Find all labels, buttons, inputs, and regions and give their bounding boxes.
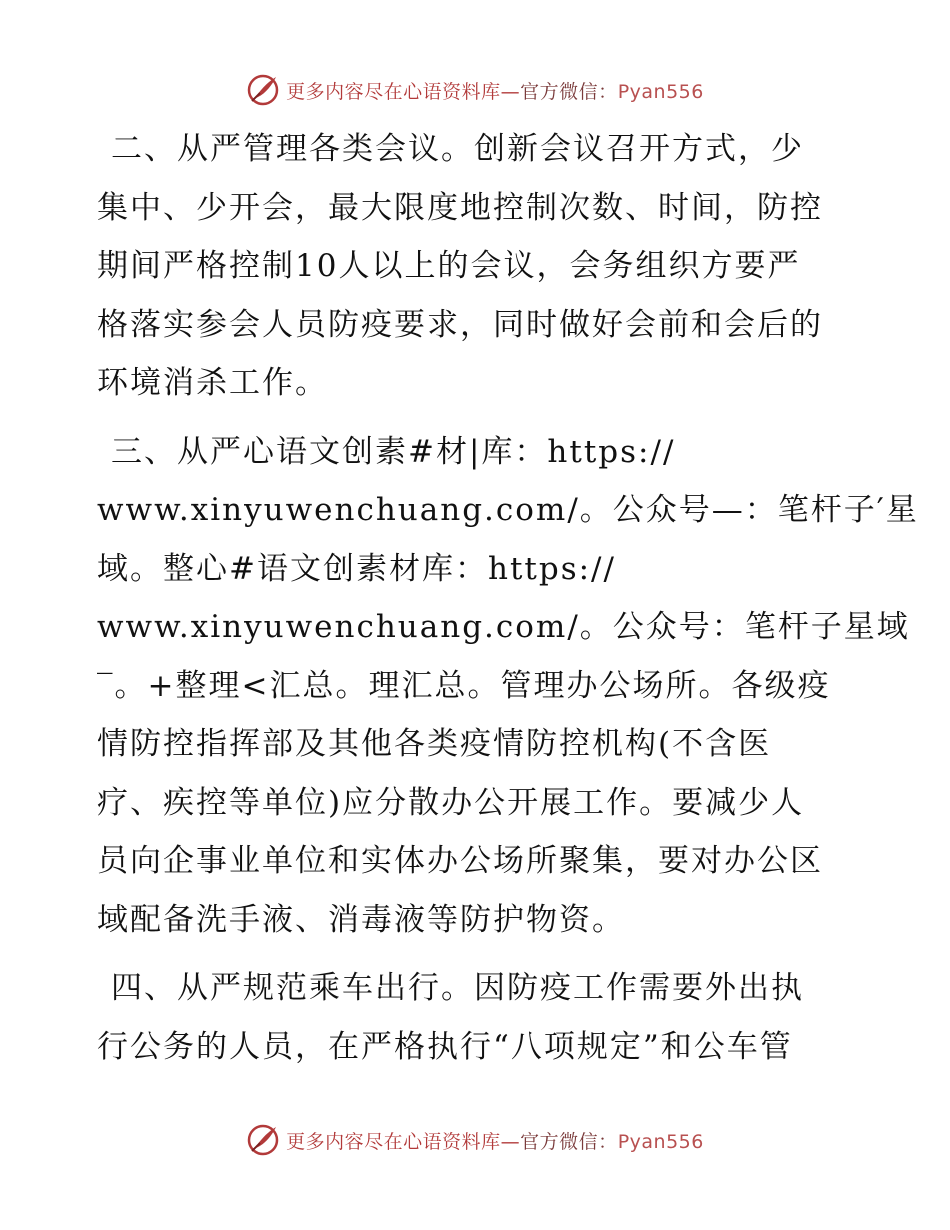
text-line: 集中、少开会，最大限度地控制次数、时间，防控 bbox=[97, 189, 823, 226]
paragraph-3 bbox=[97, 423, 919, 950]
document-body bbox=[97, 120, 919, 1086]
header-wechat-label: 官方微信： bbox=[520, 80, 618, 103]
header-banner-title: 更多内容尽在心语资料库 bbox=[286, 80, 501, 103]
text-line: 格落实参会人员防疫要求，同时做好会前和会后的 bbox=[97, 306, 823, 343]
text-line: 域配备洗手液、消毒液等防护物资。 bbox=[97, 901, 625, 938]
paragraph-4 bbox=[97, 959, 857, 1076]
header-banner-separator: — bbox=[500, 80, 521, 103]
header-banner bbox=[0, 72, 950, 108]
footer-banner bbox=[0, 1122, 950, 1158]
footer-banner-separator: — bbox=[500, 1130, 521, 1153]
text-line: 情防控指挥部及其他各类疫情防控机构(不含医 bbox=[97, 726, 772, 762]
footer-wechat-id: Pyan556 bbox=[617, 1130, 704, 1153]
text-line: 四、从严规范乘车出行。因防疫工作需要外出执 bbox=[111, 970, 804, 1006]
header-banner-text bbox=[286, 77, 704, 104]
paragraph-2 bbox=[97, 120, 857, 413]
text-line: 三、从严心语文创素#材|库：https:// bbox=[111, 433, 676, 470]
text-line: www.xinyuwenchuang.com/。公众号：笔杆子星域 bbox=[97, 609, 910, 645]
text-line: 二、从严管理各类会议。创新会议召开方式，少 bbox=[111, 131, 804, 167]
text-line: www.xinyuwenchuang.com/。公众号—：笔杆子′星 bbox=[97, 492, 919, 528]
text-line: 期间严格控制10人以上的会议，会务组织方要严 bbox=[97, 248, 801, 284]
feather-quill-icon bbox=[246, 1123, 280, 1157]
text-line: 环境消杀工作。 bbox=[97, 365, 328, 401]
footer-wechat-label: 官方微信： bbox=[520, 1130, 618, 1153]
text-line: 疗、疾控等单位)应分散办公开展工作。要减少人 bbox=[97, 784, 805, 821]
text-line: ‾。+整理<汇总。理汇总。管理办公场所。各级疫 bbox=[97, 667, 831, 704]
text-line: 域。整心#语文创素材库：https:// bbox=[97, 550, 616, 587]
footer-banner-title: 更多内容尽在心语资料库 bbox=[286, 1130, 501, 1153]
footer-banner-text bbox=[286, 1127, 704, 1154]
text-line: 行公务的人员，在严格执行“八项规定”和公车管 bbox=[97, 1028, 793, 1065]
text-line: 员向企事业单位和实体办公场所聚集，要对办公区 bbox=[97, 843, 823, 879]
feather-quill-icon bbox=[246, 73, 280, 107]
header-wechat-id: Pyan556 bbox=[617, 80, 704, 103]
